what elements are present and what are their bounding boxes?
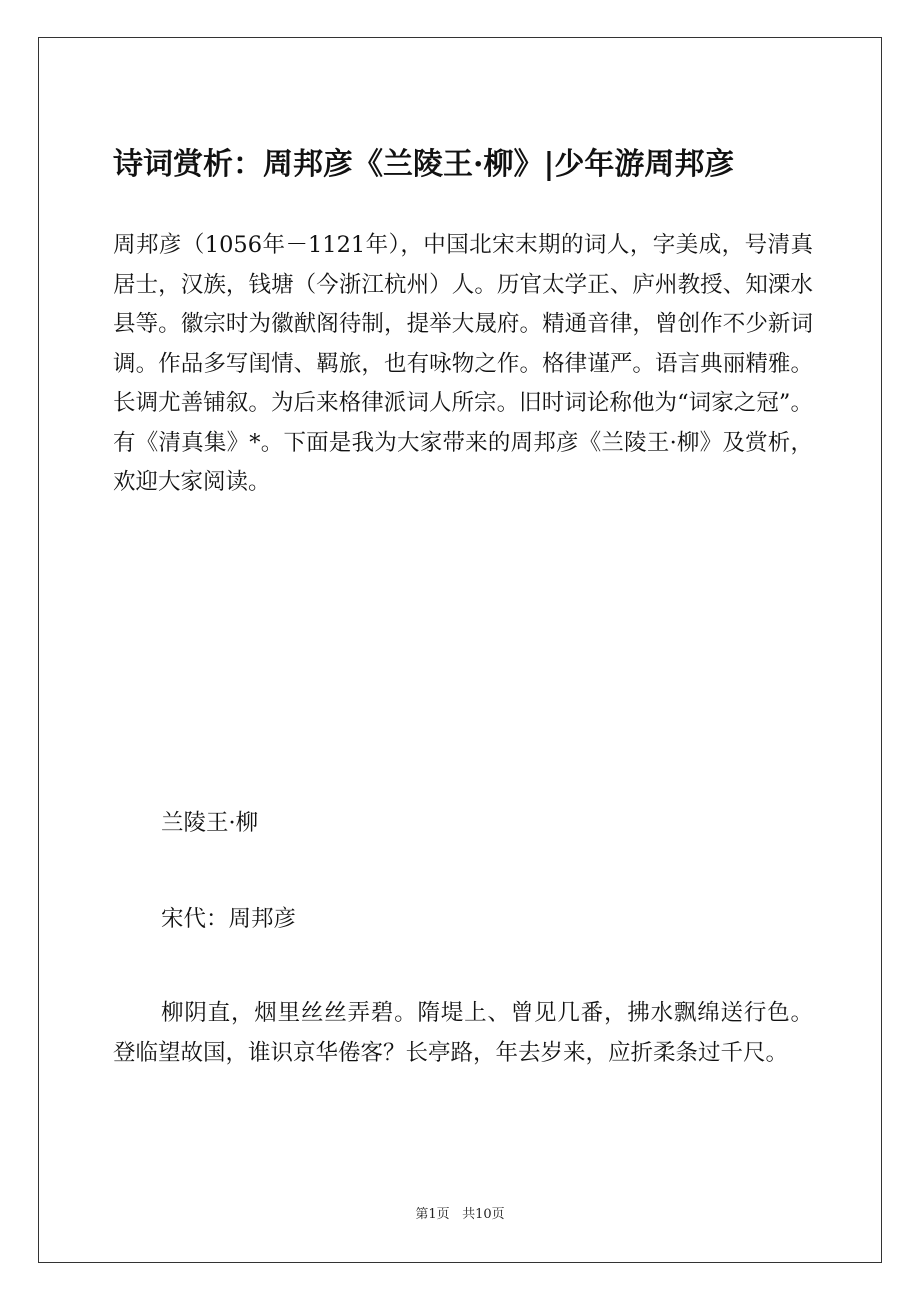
- poem-author: 宋代：周邦彦: [161, 906, 297, 932]
- page-footer: [0, 1206, 920, 1224]
- poem-title: 兰陵王·柳: [161, 810, 259, 836]
- page-total: 共10页: [462, 1207, 505, 1222]
- intro-paragraph: 周邦彦（1056年－1121年），中国北宋末期的词人，字美成，号清真居士，汉族，钱塘（今浙江杭州）人。历官太学正、庐州教授、知溧水县等。徽宗时为徽猷阁待制，提举大晟府。精通音律，曾创作不少新词调。作品多写闺情、羁旅，也有咏物之作。格律谨严。语言典丽精雅。长调尤善铺叙。为后来格律派词人所宗。旧时词论称他为“词家之冠”。有《清真集》*。下面是我为大家带来的周邦彦《兰陵王·柳》及赏析，欢迎大家阅读。: [113, 232, 813, 495]
- page-number: 第1页: [415, 1207, 450, 1222]
- poem-body: 柳阴直，烟里丝丝弄碧。隋堤上、曾见几番，拂水飘绵送行色。登临望故国，谁识京华倦客？长亭路，年去岁来，应折柔条过千尺。: [113, 1000, 813, 1066]
- page-frame: [38, 37, 882, 1263]
- document-title: 诗词赏析：周邦彦《兰陵王·柳》|少年游周邦彦: [113, 147, 735, 182]
